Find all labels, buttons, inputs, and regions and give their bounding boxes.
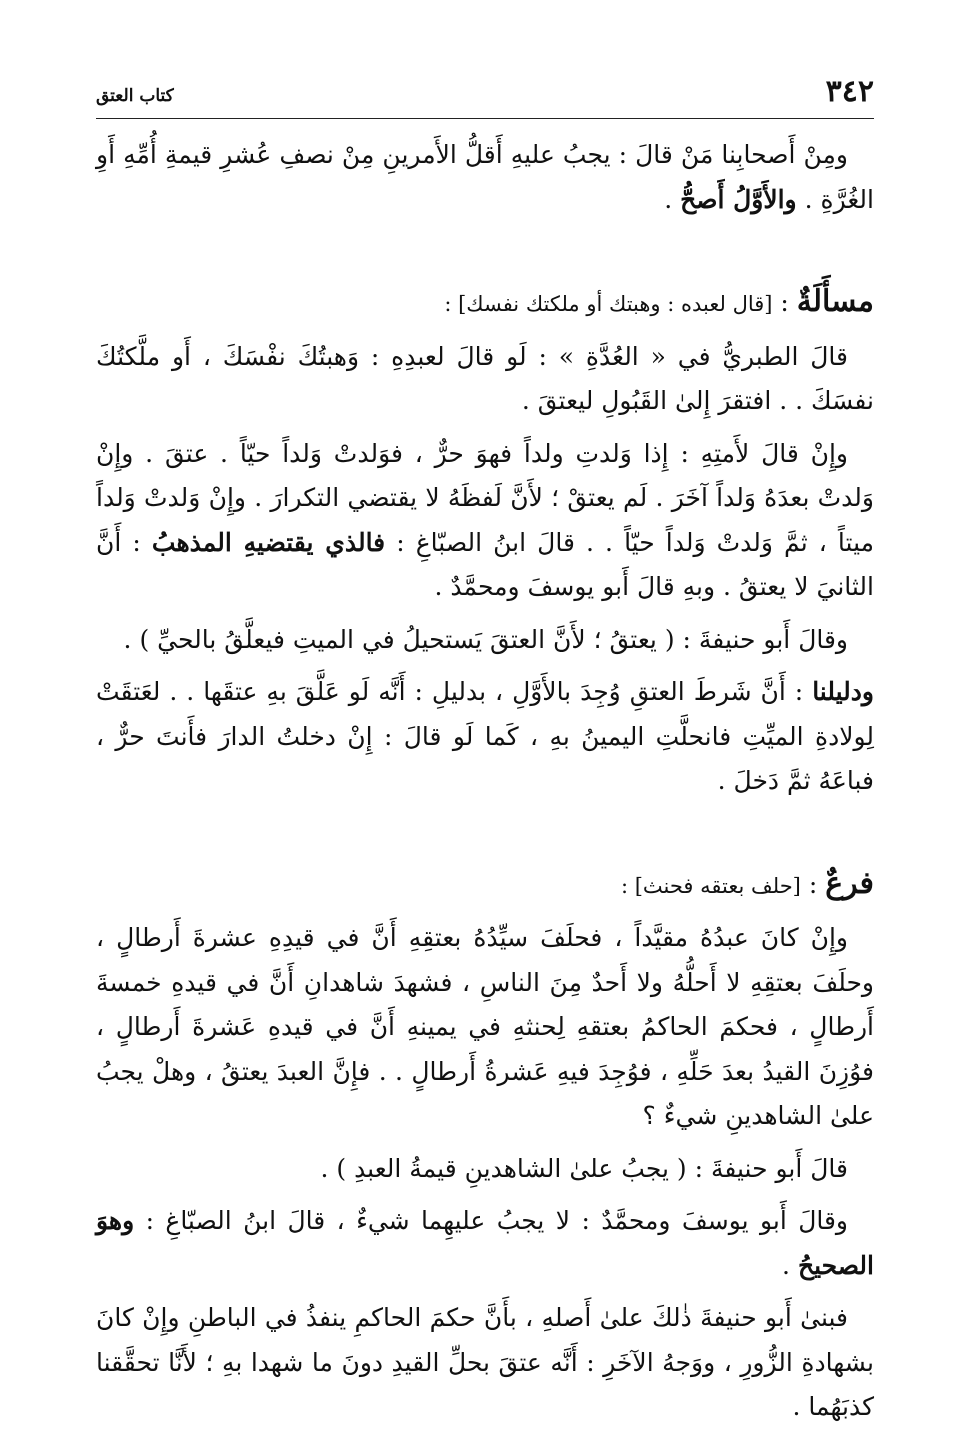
- paragraph-3: [96, 432, 874, 610]
- paragraph-5: [96, 670, 874, 804]
- paragraph-3-bold: فالذي يقتضيهِ المذهبُ: [151, 527, 386, 557]
- masala-heading: [96, 280, 874, 327]
- page-body: [96, 119, 874, 1430]
- paragraph-9: فبنىٰ أَبو حنيفةَ ذٰلكَ علىٰ أَصلهِ ، بأَنَّ حكمَ الحاكمِ ينفذُ في الباطنِ وإِنْ كانَ بشهادةِ الزُّورِ ، ووَجهُ الآخَرِ : أَنَّه عتقَ بحلِّ القيدِ دونَ ما شهدا بهِ ؛ لأَنَّا تحقَّقنا كذبَهُما .: [96, 1303, 874, 1421]
- paragraph-3-text-a: وإِنْ قالَ لأَمتِهِ : إِذا وَلدتِ ولداً فهوَ حرٌّ ، فوَلدتْ وَلداً حيّاً . عتقَ . وإِنْ وَلدتْ بعدَهُ وَلداً آخَرَ . لَم يعتقْ ؛ لأَنَّ لَفظَهُ لا يقتضي التكرارَ . وإِنْ وَلدتْ وَلداً ميتاً ، ثمَّ وَلدتْ وَلداً حيّاً . . قالَ ابنُ الصبّاغِ :: [96, 438, 874, 557]
- paragraph-3-text-b: : أَنَّ الثانيَ لا يعتقُ . وبهِ قالَ أَبو يوسفَ ومحمَّدٌ .: [96, 527, 874, 601]
- paragraph-7: قالَ أَبو حنيفةَ : ( يجبُ علىٰ الشاهدينِ قيمةُ العبدِ ) .: [320, 1153, 848, 1183]
- paragraph-8-text: وقالَ أَبو يوسفَ ومحمَّدٌ : لا يجبُ عليهِما شيءٌ ، قالَ ابنُ الصبّاغِ :: [134, 1206, 848, 1235]
- paragraph-2: قالَ الطبريُّ في « العُدَّةِ » : لَو قالَ لعبدِهِ : وَهبتُكَ نفْسَكَ ، أَو ملَّكتُكَ نفسَكَ . . افتقرَ إِلىٰ القَبُولِ ليعتقَ .: [96, 341, 874, 415]
- paragraph-8-tail: .: [782, 1250, 798, 1280]
- paragraph-5-text: : أَنَّ شَرطَ العتقِ وُجِدَ بالأَوَّلِ ، بدليلِ : أَنَّه لَو عَلَّقَ بهِ عتقَها . . لعَتقَتْ لِولادةِ الميِّتِ فانحلَّتِ اليمينُ بهِ ، كَما لَو قالَ : إِنْ دخلتُ الدارَ فأَنتَ حرٌّ ، فباعَهُ ثمَّ دَخلَ .: [96, 677, 874, 795]
- paragraph-1-bold: والأَوَّلُ أَصحُّ: [680, 184, 797, 214]
- paragraph-1-tail: .: [664, 184, 681, 214]
- book-page: [96, 70, 874, 1421]
- paragraph-8: [96, 1199, 874, 1288]
- masala-subtitle: [قال لعبده : وهبتك أو ملكتك نفسك] :: [444, 292, 773, 316]
- masala-word: مسأَلَةٌ: [796, 284, 874, 319]
- far-colon: :: [800, 869, 826, 899]
- paragraph-5-bold: ودليلنا: [812, 677, 874, 706]
- paragraph-8-bold: وهوَ الصحيحُ: [96, 1206, 874, 1280]
- running-title: كتاب العتق: [96, 86, 174, 106]
- page-number: ٣٤٢: [825, 74, 874, 109]
- masala-colon: :: [772, 288, 797, 317]
- paragraph-1: [96, 133, 874, 222]
- paragraph-1-text: ومِنْ أَصحابِنا مَنْ قالَ : يجبُ عليهِ أَقلُّ الأَمرينِ مِنْ نصفِ عُشرِ قيمةِ أُمِّهِ أَوِ الغُرَّةِ .: [96, 140, 874, 214]
- page-header: [96, 70, 874, 119]
- far-heading: [96, 862, 874, 909]
- paragraph-4: وقالَ أَبو حنيفةَ : ( يعتقُ ؛ لأَنَّ العتقَ يَستحيلُ في الميتِ فيعلَّقُ بالحيِّ ) .: [123, 624, 848, 654]
- paragraph-6: وإِنْ كانَ عبدُهُ مقيَّداً ، فحلَفَ سيِّدُهُ بعتقِهِ أَنَّ في قيدِهِ عشرةَ أَرطالٍ ، وحلَفَ بعتقِهِ لا أَحلُّهُ ولا أَحدٌ مِنَ الناسِ ، فشهدَ شاهدانِ أَنَّ في قيدهِ خمسةَ أَرطالٍ ، فحكمَ الحاكمُ بعتقهِ لِحنثهِ في يمينهِ أَنَّ في قيدهِ عَشرةَ أَرطالٍ ، فوُزِنَ القيدُ بعدَ حَلِّهِ ، فوُجِدَ فيهِ عَشرةُ أَرطالٍ . . فإِنَّ العبدَ يعتقُ ، وهلْ يجبُ علىٰ الشاهدينِ شيءٌ ؟: [96, 923, 874, 1130]
- far-subtitle: [حلف بعتقه فحنث] :: [620, 873, 801, 898]
- far-word: فرعٌ: [825, 865, 874, 901]
